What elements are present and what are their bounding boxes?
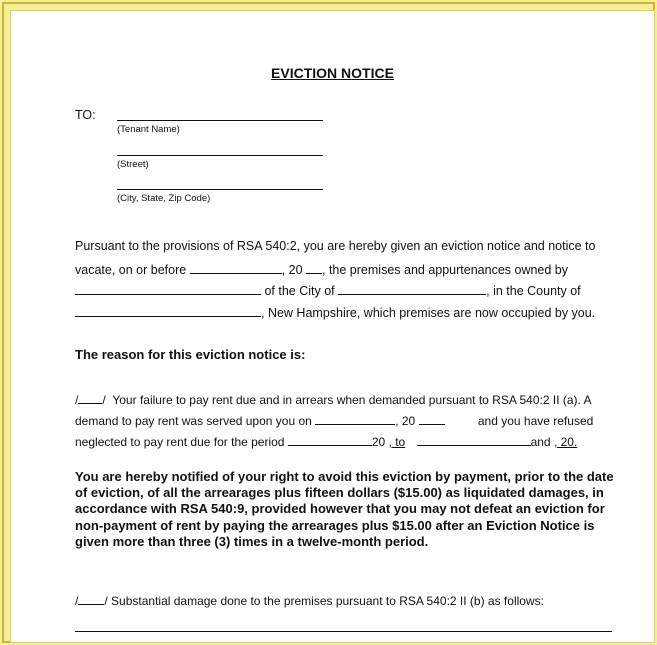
intro-line-3-b: , in the County of [486,284,581,298]
reason-1-text-1: Your failure to pay rent due and in arrears when demanded pursuant to RSA 540:2 II (a). A [112,393,592,407]
reason-1-text-3a: neglected to pay rent due for the period [75,435,285,449]
owner-field [75,282,261,295]
reason-1-checkbox[interactable] [78,391,102,404]
reason-2-line [75,592,544,608]
intro-line-3 [75,282,581,298]
street-label: (Street) [117,159,149,170]
reason-1-text-2b: , 20 [395,414,416,428]
reason-2-checkbox-left: / [75,594,79,608]
intro-line-2-b: , 20 [281,263,303,277]
reason-1-text-2c: and you have refused [477,414,594,428]
vacate-year-field [306,261,322,274]
reason-2-checkbox-right: / [104,594,108,608]
reason-1-checkbox-left: / [75,393,79,407]
reason-1-text-3c: , to [388,435,406,449]
street-line [117,155,323,156]
eviction-notice-page [10,10,655,643]
payment-notice-paragraph: You are hereby notified of your right to avoid this eviction by payment, prior to the date of eviction, of all the arrearages plus fifteen dollars ($15.00) as liquidated damages, in accordance with RSA 540:9, provided however that you may not defeat an eviction for non-payment of rent by paying the arrearages plus $15.00 after an Eviction Notice is given more than three (3) times in a twelve-month period. [75,469,614,549]
demand-date-field [315,412,395,425]
reason-1-line-1 [75,391,592,407]
intro-line-4 [75,304,595,320]
tenant-name-label: (Tenant Name) [117,124,180,135]
intro-line-4-text: , New Hampshire, which premises are now occupied by you. [261,306,596,320]
reason-1-line-3 [75,433,577,449]
reason-2-checkbox[interactable] [78,592,104,605]
intro-line-2-c: , the premises and appurtenances owned by [322,263,569,277]
reason-1-line-2 [75,412,593,428]
city-field [338,282,486,295]
reason-2-text: Substantial damage done to the premises pursuant to RSA 540:2 II (b) as follows: [111,594,544,608]
period-start-field [288,433,372,446]
vacate-date-field [190,261,282,274]
city-state-zip-line [117,189,323,190]
reason-heading: The reason for this eviction notice is: [75,347,306,362]
intro-line-3-a: of the City of [264,284,335,298]
to-label: TO: [75,108,96,122]
document-title: EVICTION NOTICE [271,65,394,81]
period-end-field [417,433,531,446]
city-state-zip-label: (City, State, Zip Code) [117,193,211,204]
intro-line-2 [75,261,568,277]
document-frame [2,2,655,643]
reason-1-checkbox-right: / [102,393,106,407]
intro-line-1: Pursuant to the provisions of RSA 540:2, you are hereby given an eviction notice and notice to [75,239,596,253]
county-field [75,304,261,317]
reason-1-text-3e: , 20. [553,435,578,449]
tenant-name-line [117,120,323,121]
demand-year-field [419,412,445,425]
reason-1-text-3d: and [530,435,551,449]
intro-line-2-a: vacate, on or before [75,263,187,277]
damage-description-line [75,631,612,632]
reason-1-text-3b: 20 [371,435,386,449]
reason-1-text-2a: demand to pay rent was served upon you on [75,414,312,428]
